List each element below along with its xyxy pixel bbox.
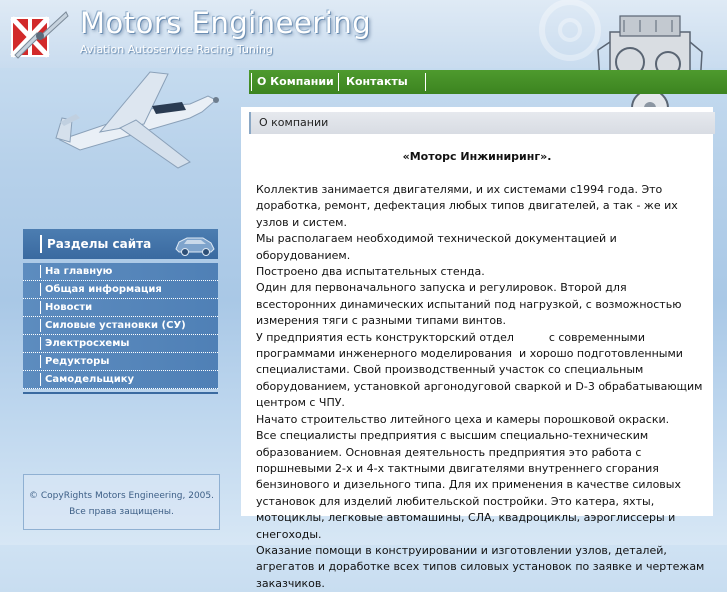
sidebar-item-gearboxes[interactable] <box>23 353 218 371</box>
nav-bar-extension <box>601 70 727 94</box>
sidebar-item-bar <box>40 337 41 350</box>
sidebar-item-label: Электросхемы <box>45 338 130 349</box>
rights-text: Все права защищены. <box>69 507 174 517</box>
sidebar-item-diy[interactable] <box>23 371 218 389</box>
content-header-title: О компании <box>259 116 329 129</box>
paragraph: Один для первоначального запуска и регулировок. Второй для всесторонних динамических испытаний под нагрузкой, с возможностью измерения тяги с разными типами винтов. <box>256 281 682 328</box>
top-nav <box>249 70 601 94</box>
company-name: «Моторс Инжиниринг». <box>402 150 552 163</box>
sidebar-item-bar <box>40 373 41 386</box>
nav-item-contacts[interactable]: Контакты <box>346 75 408 88</box>
airplane-image <box>40 62 240 182</box>
nav-separator <box>251 73 252 91</box>
sidebar-item-bar <box>40 319 41 332</box>
sidebar-item-label: Редукторы <box>45 356 110 367</box>
sidebar-item-bar <box>40 283 41 296</box>
sidebar-item-home[interactable] <box>23 263 218 281</box>
body-text <box>256 182 710 592</box>
sidebar-menu-bottom <box>23 392 218 394</box>
sidebar-item-label: На главную <box>45 266 113 277</box>
content-header <box>249 112 715 134</box>
sidebar-item-bar <box>40 355 41 368</box>
copyright-text: © CopyRights Motors Engineering, 2005. <box>29 491 214 501</box>
sidebar-item-bar <box>40 265 41 278</box>
sidebar-item-general-info[interactable] <box>23 281 218 299</box>
footer-box <box>23 474 220 530</box>
sidebar-item-label: Самодельщику <box>45 374 135 385</box>
nav-item-about[interactable]: О Компании <box>257 75 334 88</box>
brand-subtitle: Aviation Autoservice Racing Tuning <box>80 43 273 56</box>
paragraph: Мы располагаем необходимой технической документацией и оборудованием. <box>256 232 617 262</box>
sidebar-item-news[interactable] <box>23 299 218 317</box>
nav-separator <box>338 73 339 91</box>
sidebar-header <box>23 229 218 259</box>
nav-separator <box>425 73 426 91</box>
sidebar-item-bar <box>40 301 41 314</box>
sidebar-title: Разделы сайта <box>47 237 152 251</box>
sidebar-header-bar <box>40 235 42 253</box>
sidebar-item-power-units[interactable] <box>23 317 218 335</box>
paragraph: Построено два испытательных стенда. <box>256 265 485 279</box>
sidebar-item-label: Новости <box>45 302 93 313</box>
logo-icon[interactable] <box>10 8 70 60</box>
sidebar-item-wiring[interactable] <box>23 335 218 353</box>
paragraph: Оказание помощи в конструировании и изготовлении узлов, деталей, агрегатов и доработке всех типов силовых установок по заявке и чертежам заказчиков. <box>256 543 705 590</box>
sidebar-item-label: Общая информация <box>45 284 162 295</box>
brand-title: Motors Engineering <box>80 6 372 40</box>
car-icon <box>173 231 217 257</box>
sidebar-item-label: Силовые установки (СУ) <box>45 320 186 331</box>
paragraph: У предприятия есть конструкторский отдел с современными программами инженерного моделирования и хорошо подготовленными специалистами. Свой производственный участок со специальным оборудованием, установкой аргонодуговой сваркой и D-3 обрабатывающим центром с ЧПУ. <box>256 330 706 410</box>
paragraph: Коллектив занимается двигателями, и их системами с1994 года. Это доработка, ремонт, дефектация любых типов двигателей, а так - же их узлов и систем. <box>256 183 678 229</box>
paragraph: Начато строительство литейного цеха и камеры порошковой окраски. <box>256 412 670 426</box>
sidebar-menu <box>23 263 218 389</box>
paragraph: Все специалисты предприятия с высшим специально-техническим образованием. Основная деятельность предприятия это работа с поршневыми 2-х и 4-х тактными двигателями внутреннего сгорания бензинового и дизельного типа. Для их применения в качестве силовых установок для изделий любительской постройки. Это катера, яхты, мотоциклы, легковые автомашины, СЛА, квадроциклы, аэроглиссеры и снегоходы. <box>256 429 681 541</box>
